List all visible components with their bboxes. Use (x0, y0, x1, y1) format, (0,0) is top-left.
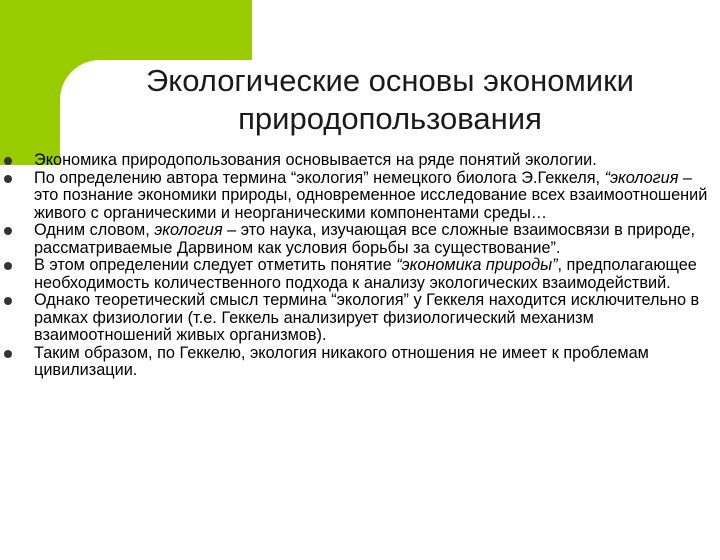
bullet-text: В этом определении следует отметить понятие (34, 256, 397, 274)
title-line-1: Экологические основы экономики (146, 63, 634, 98)
bullet-emphasis: “экономика природы” (396, 256, 558, 274)
title-line-2: природопользования (238, 101, 542, 136)
bullet-dot-icon (4, 227, 12, 235)
bullet-text: По определению автора термина “экология” немецкого биолога Э.Геккеля, (34, 168, 605, 187)
bullet-item-3 (0, 222, 720, 257)
slide-title (60, 62, 720, 138)
bullet-dot-icon (4, 157, 12, 165)
bullet-emphasis: “экология – (604, 168, 692, 187)
bullet-text: Таким образом, по Геккелю, экология никакого отношения не имеет к проблемам цивилизации. (34, 343, 649, 379)
bullet-emphasis: экология – (154, 221, 237, 239)
bullet-text: это наука, изучающая все сложные взаимосвязи в природе, рассматриваемые Дарвином как условия борьбы за существование”. (34, 221, 696, 257)
bullet-dot-icon (4, 350, 12, 358)
bullet-item-4 (0, 257, 720, 292)
bullet-item-5 (0, 292, 720, 345)
bullet-list (0, 152, 720, 380)
bullet-text: Экономика природопользования основывается на ряде понятий экологии. (34, 151, 597, 169)
bullet-dot-icon (4, 297, 12, 305)
bullet-item-1 (0, 152, 720, 170)
bullet-item-2 (0, 170, 720, 223)
bullet-item-6 (0, 345, 720, 380)
bullet-dot-icon (4, 175, 12, 183)
bullet-dot-icon (4, 262, 12, 270)
bullet-text: это познание экономики природы, одновременное исследование всех взаимоотношений живого с органическими и неорганическими компонентами среды… (34, 186, 708, 222)
bullet-text: , предполагающее необходимость количественного подхода к анализу экологических взаимодействий. (34, 256, 697, 292)
bullet-text: Одним словом, (34, 221, 155, 239)
bullet-text: Однако теоретический смысл термина “экология” у Геккеля находится исключительно в рамках физиологии (т.е. Геккель анализирует физиологический механизм взаимоотношений живых организмов). (34, 291, 700, 344)
